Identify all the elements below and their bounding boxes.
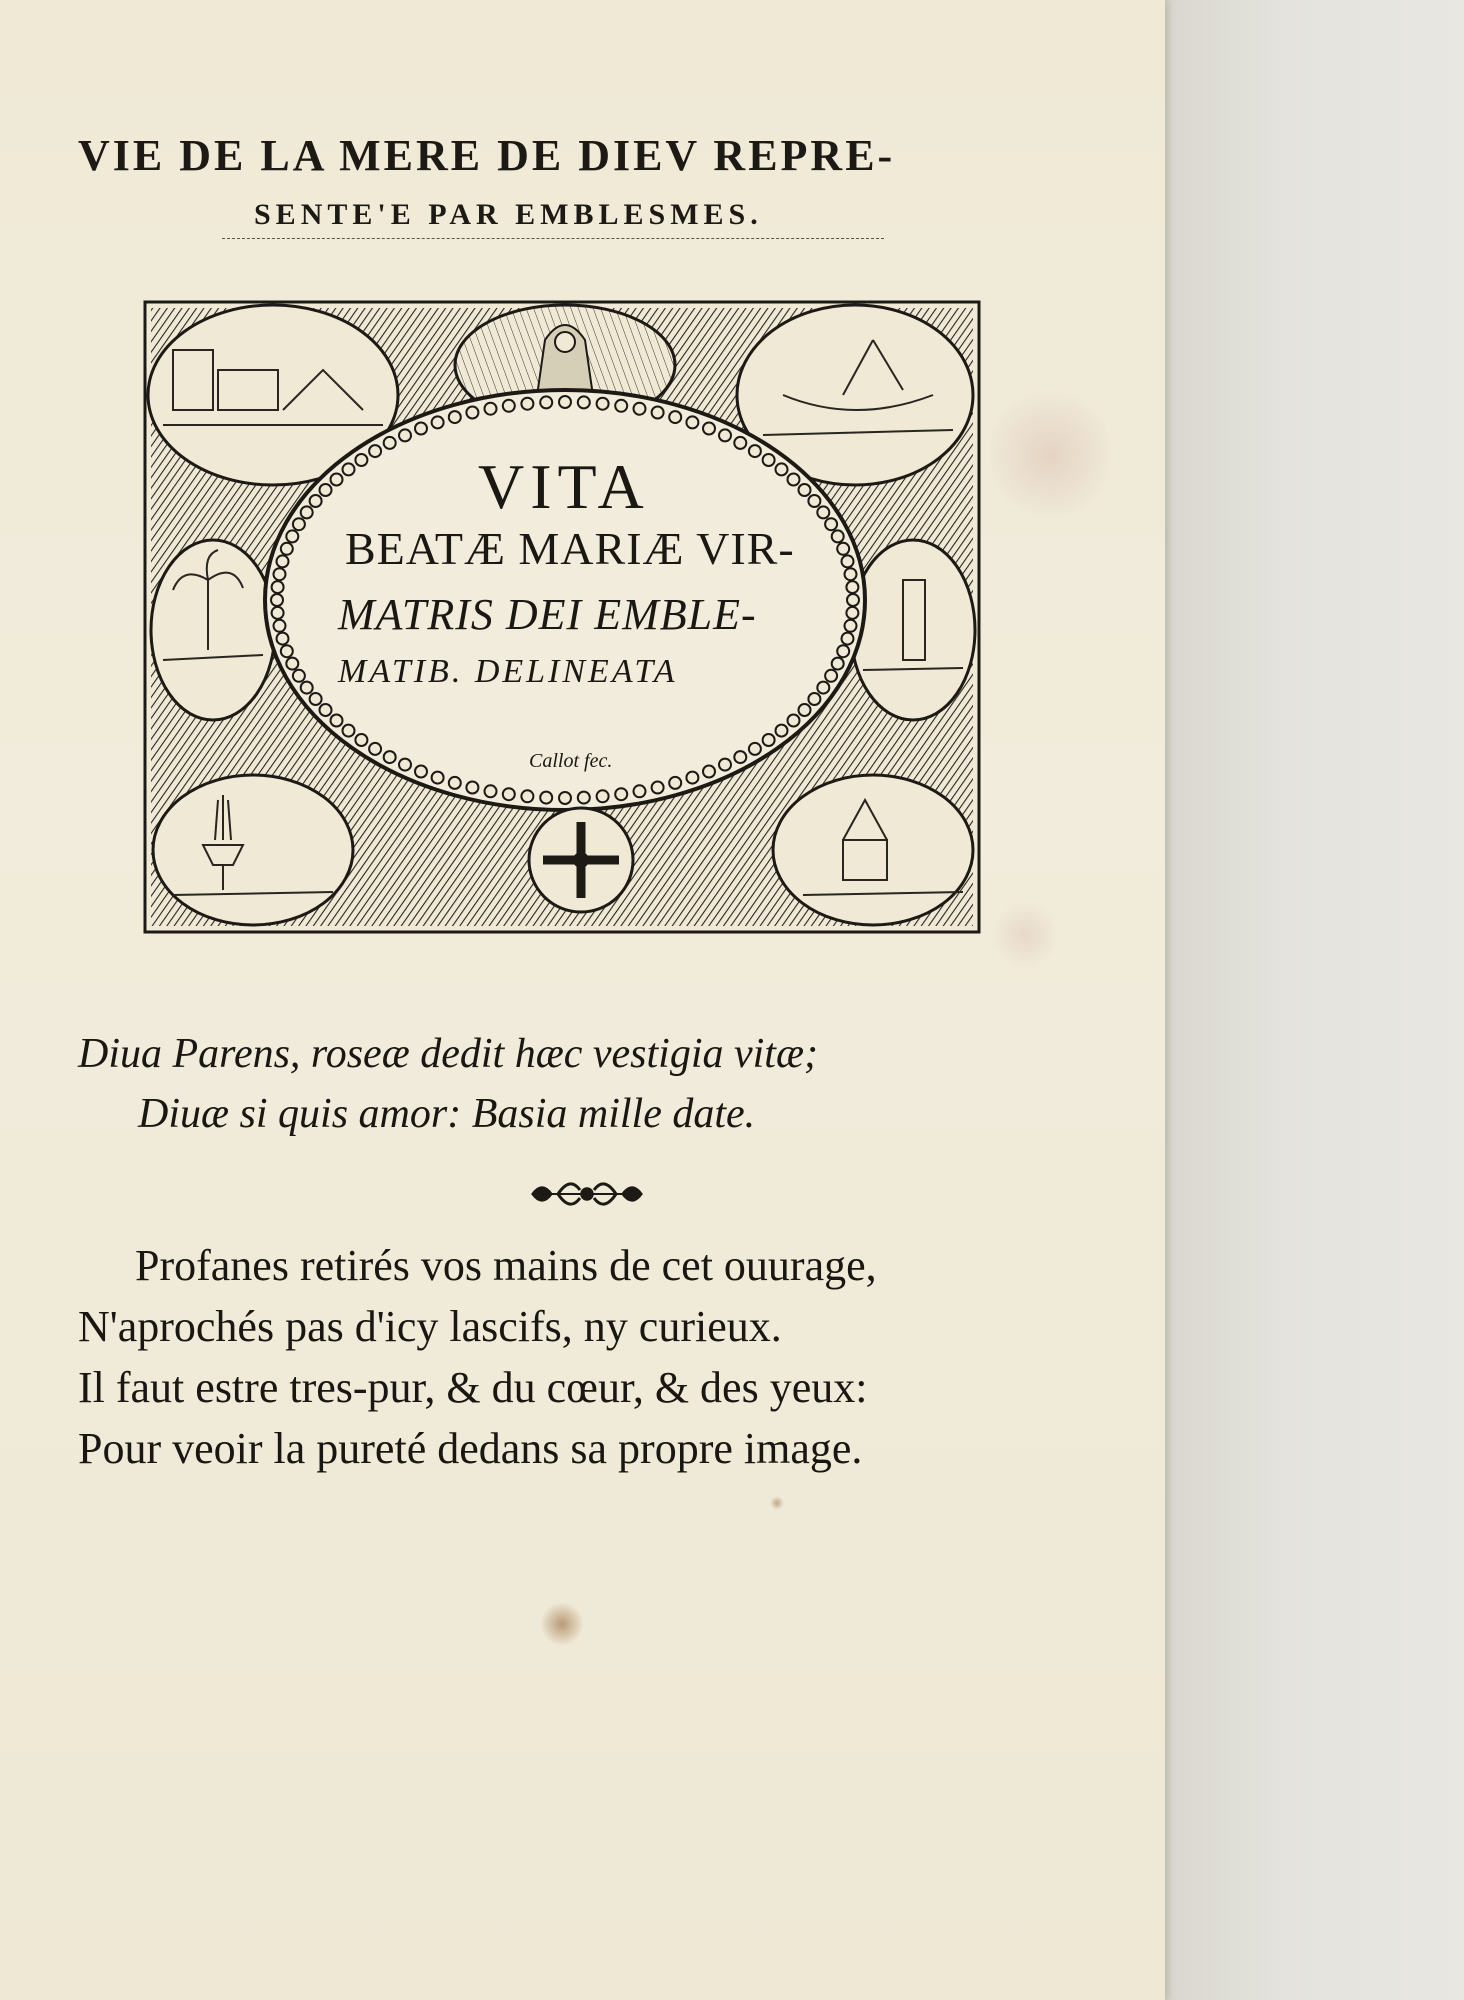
engraved-frontispiece xyxy=(143,300,981,934)
bead xyxy=(310,693,322,705)
frontispiece-line-2: BEATÆ MARIÆ VIR- xyxy=(345,523,795,574)
bead xyxy=(597,398,609,410)
bead xyxy=(734,437,746,449)
bead xyxy=(355,734,367,746)
bead xyxy=(817,682,829,694)
bead xyxy=(274,620,286,632)
bead xyxy=(788,474,800,486)
bead xyxy=(837,543,849,555)
bead xyxy=(842,633,854,645)
french-verse-line-4: Pour veoir la pureté dedans sa propre image. xyxy=(78,1424,863,1473)
bead xyxy=(281,645,293,657)
bead xyxy=(399,429,411,441)
bead xyxy=(817,506,829,518)
bead xyxy=(293,518,305,530)
bead xyxy=(776,463,788,475)
bead xyxy=(310,495,322,507)
frontispiece-line-4: MATIB. DELINEATA xyxy=(338,653,678,690)
bead xyxy=(485,403,497,415)
bead xyxy=(634,403,646,415)
foxing-stain xyxy=(540,1602,584,1646)
bead xyxy=(449,777,461,789)
bead xyxy=(634,785,646,797)
bead xyxy=(384,751,396,763)
bead xyxy=(293,670,305,682)
french-verse-line-2: N'aprochés pas d'icy lascifs, ny curieux. xyxy=(78,1302,782,1351)
bead xyxy=(686,416,698,428)
fleuron-ornament-icon xyxy=(528,1172,646,1216)
bead xyxy=(503,788,515,800)
bead xyxy=(776,725,788,737)
bead xyxy=(485,785,497,797)
bead xyxy=(274,568,286,580)
bead xyxy=(559,792,571,804)
bead xyxy=(652,782,664,794)
bead xyxy=(272,581,284,593)
french-verse-line-3: Il faut estre tres-pur, & du cœur, & des yeux: xyxy=(78,1363,868,1412)
bead xyxy=(597,790,609,802)
bead xyxy=(449,411,461,423)
engraver-signature: Callot fec. xyxy=(529,750,613,772)
bead xyxy=(669,411,681,423)
bead xyxy=(559,396,571,408)
latin-verse-line-2: Diuæ si quis amor: Basia mille date. xyxy=(138,1091,756,1137)
bead xyxy=(301,506,313,518)
bead xyxy=(521,790,533,802)
bead xyxy=(845,620,857,632)
bead xyxy=(749,743,761,755)
bead xyxy=(540,396,552,408)
frontispiece-title: VITA xyxy=(478,451,650,522)
heading-rule xyxy=(222,238,884,239)
heading-line-2: SENTE'E PAR EMBLESMES. xyxy=(254,198,763,231)
bead xyxy=(788,715,800,727)
bead xyxy=(703,766,715,778)
bead xyxy=(578,396,590,408)
bead xyxy=(703,423,715,435)
bead xyxy=(540,792,552,804)
bead xyxy=(652,407,664,419)
bead xyxy=(719,759,731,771)
latin-verse-line-1: Diua Parens, roseæ dedit hæc vestigia vitæ; xyxy=(78,1031,818,1077)
bead xyxy=(432,416,444,428)
bead xyxy=(686,772,698,784)
bead xyxy=(719,429,731,441)
bead xyxy=(369,445,381,457)
bead xyxy=(343,725,355,737)
bead xyxy=(286,530,298,542)
foxing-stain xyxy=(990,900,1060,970)
bead xyxy=(301,682,313,694)
bead xyxy=(799,704,811,716)
bead xyxy=(272,607,284,619)
bead xyxy=(846,607,858,619)
bead xyxy=(320,704,332,716)
bead xyxy=(466,782,478,794)
bead xyxy=(808,693,820,705)
bead xyxy=(615,788,627,800)
french-verse-line-1: Profanes retirés vos mains de cet ouurage, xyxy=(135,1241,877,1290)
bead xyxy=(837,645,849,657)
bead xyxy=(399,759,411,771)
bead xyxy=(331,715,343,727)
bead xyxy=(669,777,681,789)
bead xyxy=(277,633,289,645)
bead xyxy=(749,445,761,457)
foxing-stain xyxy=(770,1496,784,1510)
bead xyxy=(320,484,332,496)
bead xyxy=(825,670,837,682)
bead xyxy=(271,594,283,606)
foxing-stain xyxy=(990,380,1110,530)
bead xyxy=(415,423,427,435)
bead xyxy=(846,581,858,593)
bead xyxy=(503,400,515,412)
bead xyxy=(763,454,775,466)
bead xyxy=(847,594,859,606)
bead xyxy=(521,398,533,410)
bead xyxy=(466,407,478,419)
bead xyxy=(369,743,381,755)
bead xyxy=(832,658,844,670)
bead xyxy=(845,568,857,580)
bead xyxy=(825,518,837,530)
underlying-sheet xyxy=(1165,0,1464,2000)
bead xyxy=(343,463,355,475)
heading-line-1: VIE DE LA MERE DE DIEV REPRE- xyxy=(78,131,896,180)
bead xyxy=(808,495,820,507)
bead xyxy=(286,658,298,670)
bead xyxy=(355,454,367,466)
bead xyxy=(578,792,590,804)
bead xyxy=(384,437,396,449)
bead xyxy=(832,530,844,542)
bead xyxy=(763,734,775,746)
bead xyxy=(277,555,289,567)
frontispiece-line-3: MATRIS DEI EMBLE- xyxy=(338,590,757,639)
bead xyxy=(415,766,427,778)
bead xyxy=(432,772,444,784)
bead xyxy=(799,484,811,496)
bead xyxy=(842,555,854,567)
bead xyxy=(734,751,746,763)
bead xyxy=(615,400,627,412)
bead xyxy=(331,474,343,486)
bead xyxy=(281,543,293,555)
